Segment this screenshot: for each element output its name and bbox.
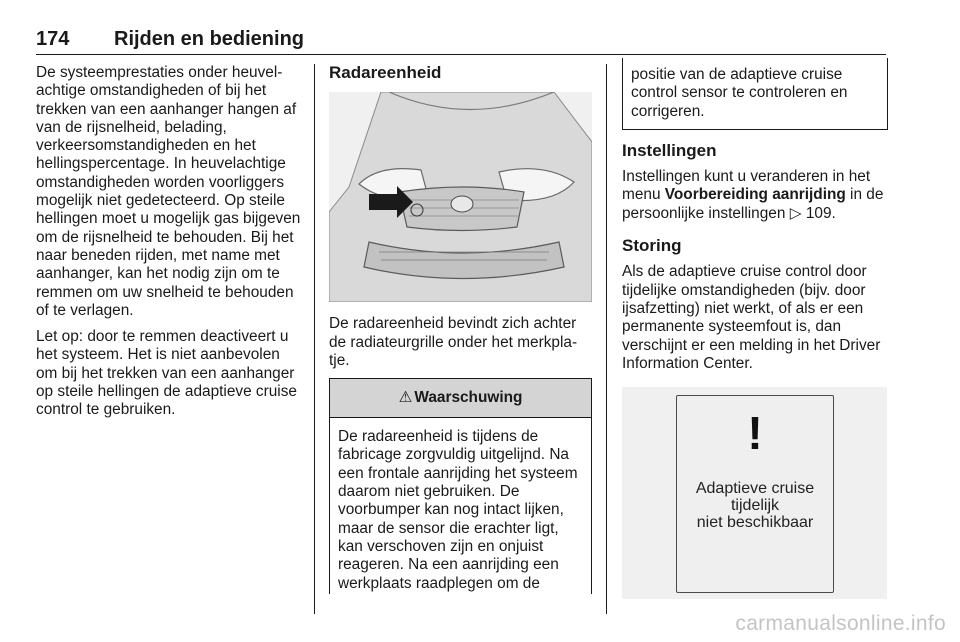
column-left bbox=[36, 64, 304, 428]
column-divider-1 bbox=[314, 64, 315, 614]
warning-title: Waarschuwing bbox=[414, 389, 523, 407]
page-number: 174 bbox=[36, 28, 70, 50]
settings-page-ref: 109. bbox=[805, 204, 836, 222]
heading-radar-unit: Radareenheid bbox=[329, 63, 442, 82]
warning-box-continued bbox=[622, 58, 888, 130]
heading-fault: Storing bbox=[622, 236, 682, 256]
heading-settings: Instellingen bbox=[622, 140, 717, 160]
warning-continued-text: positie van de adaptieve cruise control sensor te controleren en corrigeren. bbox=[631, 66, 848, 120]
watermark: carmanualsonline.info bbox=[735, 612, 946, 635]
paragraph-settings bbox=[622, 168, 888, 223]
paragraph-fault: Als de adaptieve cruise control door tijdelijke omstandigheden (bijv. door ijsafzetting) niet werkt, of als er een permanente systeemfout is, dan verschijnt er een melding in het Driver Information Center. bbox=[622, 263, 881, 372]
dic-display-frame bbox=[676, 395, 834, 593]
column-divider-2 bbox=[606, 64, 607, 614]
settings-text-2: in de persoonlijke instellingen bbox=[622, 186, 884, 222]
page-ref-arrow-icon: ▷ bbox=[789, 204, 806, 222]
dic-display-illustration bbox=[622, 387, 887, 599]
exclamation-icon: ! bbox=[747, 407, 763, 460]
chapter-title: Rijden en bediening bbox=[114, 28, 305, 50]
car-front-svg bbox=[329, 92, 592, 302]
dic-message-line-2: tijdelijk bbox=[730, 497, 779, 515]
dic-message-line-3: niet beschikbaar bbox=[696, 514, 814, 532]
warning-triangle-icon: ⚠ bbox=[398, 389, 413, 407]
page-header bbox=[36, 28, 886, 55]
column-middle bbox=[329, 64, 592, 594]
dic-message-line-1: Adaptieve cruise bbox=[695, 480, 815, 498]
paragraph-braking: Let op: door te remmen deactiveert u het systeem. Het is niet aanbevolen om bij het trekken van een aanhanger op steile hellingen de adaptieve cruise control te gebruiken. bbox=[36, 328, 297, 419]
warning-box bbox=[329, 378, 592, 594]
column-right bbox=[622, 64, 888, 599]
settings-text-1: Instellingen kunt u veranderen in het menu bbox=[622, 168, 871, 204]
warning-header bbox=[330, 379, 591, 418]
paragraph-hills: De systeemprestaties onder heuvelachtige omstandigheden of bij het trekken van een aanhanger hangen af van de rijsnelheid, belading, verkeersomstandigheden en het hellingspercentage. In heuvelachtige omstandigheden worden voorliggers mogelijk niet gedetecteerd. Op steile hellingen moet u mogelijk gas bijgeven om de rijsnelheid te behouden. Bij het naar beneden rijden, met name met aanhanger, kan het nodig zijn om te remmen om uw snelheid te behouden of te verlagen. bbox=[36, 64, 301, 319]
settings-menu-name: Voorbereiding aanrijding bbox=[664, 186, 846, 204]
dic-message bbox=[677, 480, 833, 531]
car-front-illustration bbox=[329, 92, 592, 302]
warning-body: De radareenheid is tijdens de fabricage zorgvuldig uitgelijnd. Na een frontale aanrijding het systeem daarom niet gebruiken. De voorbumper kan nog intact lijken, maar de sensor die erachter ligt, kan verschoven zijn en onjuist reageren. Na een aanrijding een werkplaats raadplegen om de bbox=[338, 428, 578, 592]
paragraph-radar-location: De radareenheid bevindt zich achter de radiateurgrille onder het merkplatje. bbox=[329, 315, 578, 369]
